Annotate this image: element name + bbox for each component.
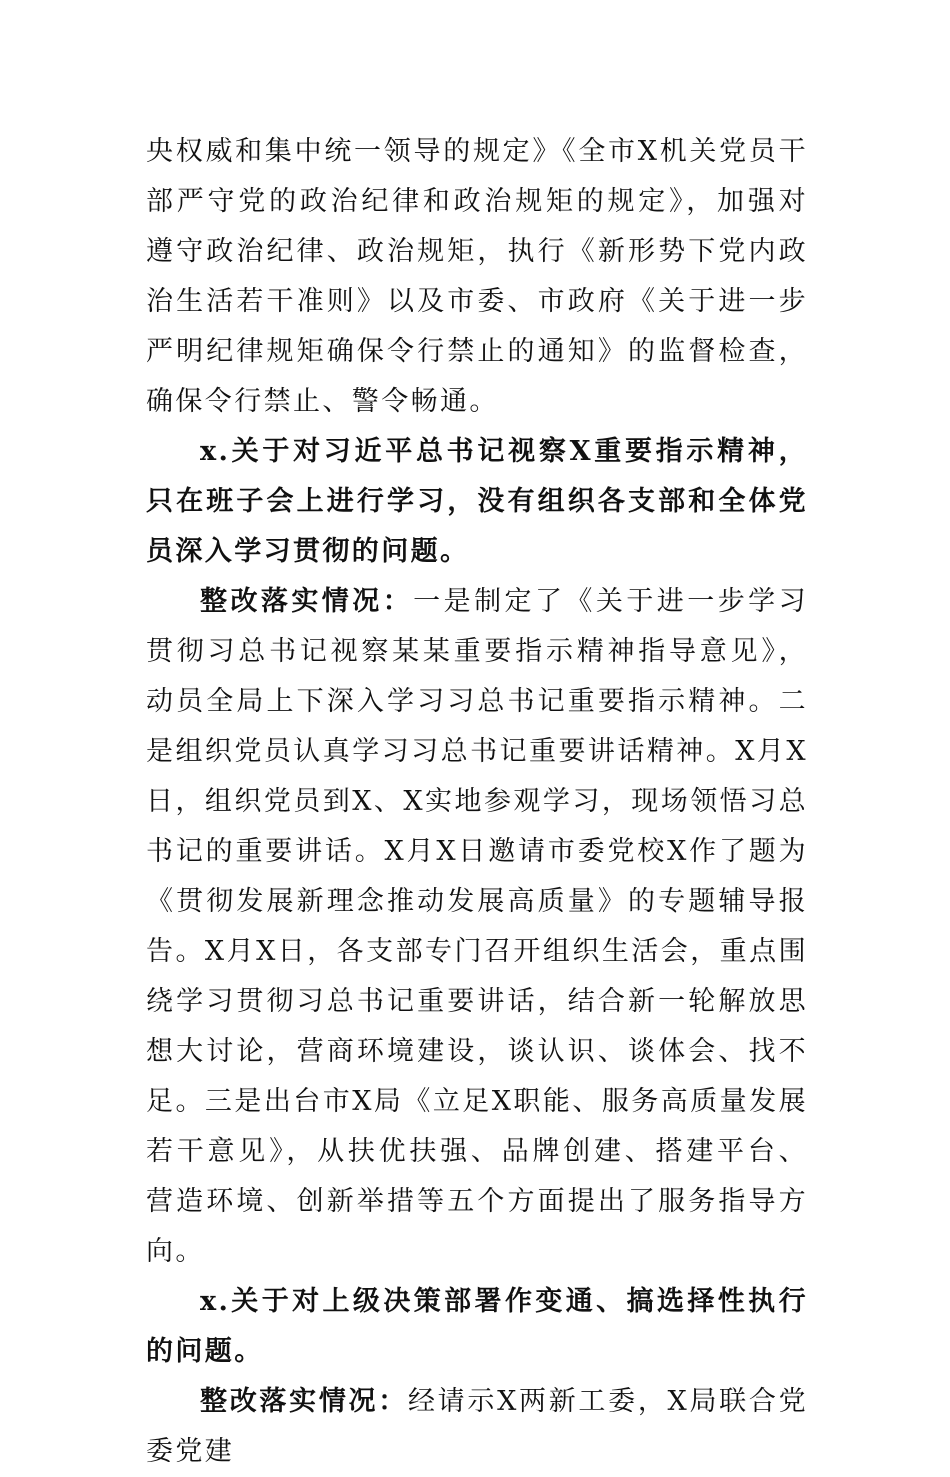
rectification-text: 经请示X两新工委，X局联合党委党建: [146, 1386, 808, 1467]
rectification-label: 整改落实情况：: [200, 586, 414, 617]
issue-heading-2: x.关于对上级决策部署作变通、搞选择性执行的问题。: [146, 1286, 808, 1367]
issue-heading-1: x.关于对习近平总书记视察X重要指示精神，只在班子会上进行学习，没有组织各支部和全体党员深入学习贯彻的问题。: [146, 436, 808, 567]
document-body: [146, 127, 808, 1477]
rectification-paragraph-1: [146, 577, 808, 1277]
paragraph-continuation: 央权威和集中统一领导的规定》《全市X机关党员干部严守党的政治纪律和政治规矩的规定》，加强对遵守政治纪律、政治规矩，执行《新形势下党内政治生活若干准则》以及市委、市政府《关于进一步严明纪律规矩确保令行禁止的通知》的监督检查，确保令行禁止、警令畅通。: [146, 136, 808, 417]
rectification-paragraph-2: [146, 1377, 808, 1477]
rectification-text: 一是制定了《关于进一步学习贯彻习总书记视察某某重要指示精神指导意见》，动员全局上下深入学习习总书记重要指示精神。二是组织党员认真学习习总书记重要讲话精神。X月X日，组织党员到X、X实地参观学习，现场领悟习总书记的重要讲话。X月X日邀请市委党校X作了题为《贯彻发展新理念推动发展高质量》的专题辅导报告。X月X日，各支部专门召开组织生活会，重点围绕学习贯彻习总书记重要讲话，结合新一轮解放思想大讨论，营商环境建设，谈认识、谈体会、找不足。三是出台市X局《立足X职能、服务高质量发展若干意见》，从扶优扶强、品牌创建、搭建平台、营造环境、创新举措等五个方面提出了服务指导方向。: [146, 586, 808, 1267]
rectification-label: 整改落实情况：: [200, 1386, 408, 1417]
